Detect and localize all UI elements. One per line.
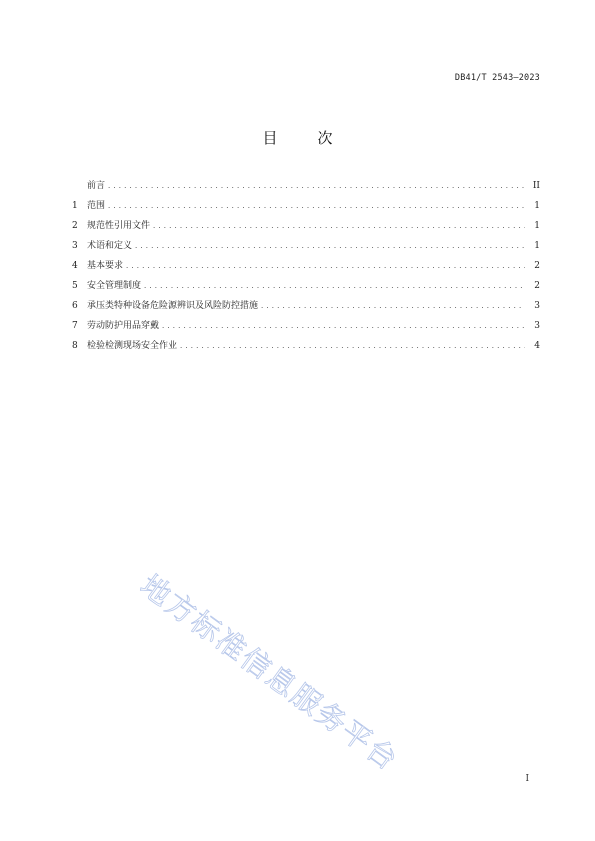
toc-entry-number: 8 <box>72 341 78 351</box>
dot-leader <box>108 201 525 212</box>
dot-leader <box>261 301 525 312</box>
title-char-2: 次 <box>317 129 333 147</box>
toc-entry-number: 4 <box>72 261 78 271</box>
document-code: DB41/T 2543—2023 <box>454 73 540 83</box>
watermark-text: 地方标准信息服务平台 <box>134 567 405 778</box>
dot-leader <box>162 321 525 332</box>
dot-leader <box>180 341 525 352</box>
toc-entry-safety-management[interactable] <box>72 281 540 301</box>
toc-entry-number: 2 <box>72 221 78 231</box>
toc-entry-page: 3 <box>534 321 540 331</box>
toc-entry-label: 术语和定义 <box>87 241 133 251</box>
toc-entry-page: 1 <box>534 241 540 251</box>
toc-entry-scope[interactable] <box>72 201 540 221</box>
page-title <box>0 127 595 148</box>
toc-entry-onsite-safety[interactable] <box>72 341 540 361</box>
toc-entry-page: 3 <box>534 301 540 311</box>
toc-entry-label: 承压类特种设备危险源辨识及风险防控措施 <box>87 301 259 311</box>
toc-entry-number: 3 <box>72 241 78 251</box>
toc-entry-page: 2 <box>534 281 540 291</box>
toc-entry-number: 6 <box>72 301 78 311</box>
toc-entry-basic-requirements[interactable] <box>72 261 540 281</box>
toc-entry-label: 前言 <box>87 181 106 191</box>
toc-entry-page: 1 <box>534 201 540 211</box>
toc-entry-foreword[interactable] <box>72 181 540 201</box>
dot-leader <box>108 181 525 192</box>
page-number: I <box>525 774 529 784</box>
toc-entry-normative-references[interactable] <box>72 221 540 241</box>
dot-leader <box>126 261 525 272</box>
toc-entry-label: 范围 <box>87 201 106 211</box>
toc-entry-hazard-identification[interactable] <box>72 301 540 321</box>
toc-entry-label: 规范性引用文件 <box>87 221 151 231</box>
toc-entry-number: 7 <box>72 321 78 331</box>
toc-entry-page: II <box>532 181 540 191</box>
toc-entry-number: 5 <box>72 281 78 291</box>
toc-entry-page: 1 <box>534 221 540 231</box>
toc-entry-number: 1 <box>72 201 78 211</box>
toc-entry-label: 劳动防护用品穿戴 <box>87 321 160 331</box>
dot-leader <box>144 281 525 292</box>
dot-leader <box>153 221 525 232</box>
toc-entry-label: 安全管理制度 <box>87 281 142 291</box>
dot-leader <box>135 241 525 252</box>
toc-entry-page: 2 <box>534 261 540 271</box>
toc-entry-label: 基本要求 <box>87 261 124 271</box>
table-of-contents <box>72 181 540 361</box>
toc-entry-protective-equipment[interactable] <box>72 321 540 341</box>
toc-entry-terms-definitions[interactable] <box>72 241 540 261</box>
toc-entry-page: 4 <box>534 341 540 351</box>
title-char-1: 目 <box>262 129 278 147</box>
toc-entry-label: 检验检测现场安全作业 <box>87 341 178 351</box>
